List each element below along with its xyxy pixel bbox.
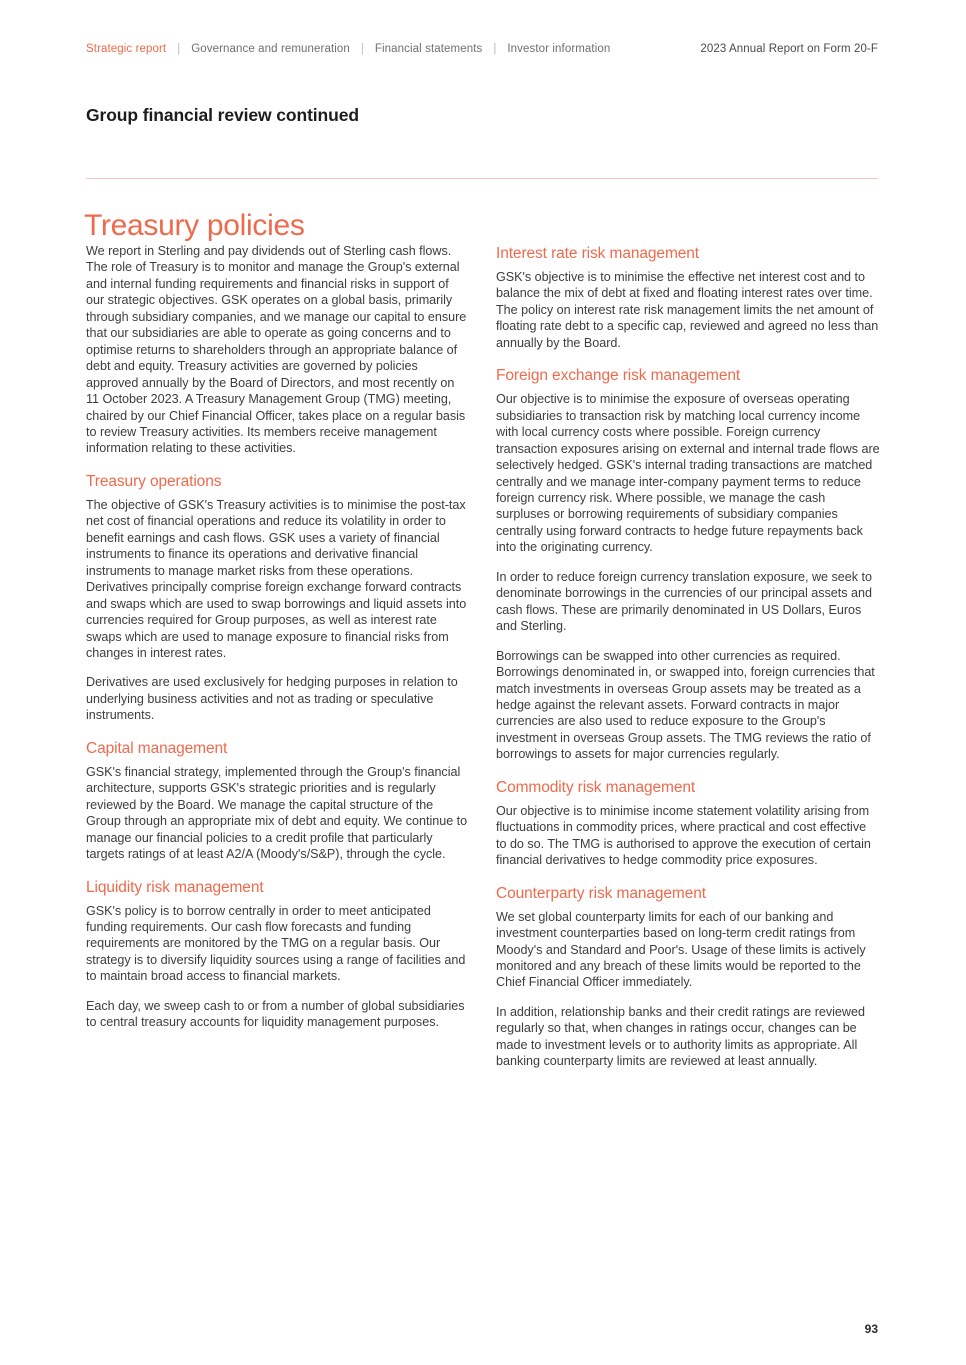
title-divider	[86, 178, 878, 179]
section-heading-liquidity-risk-management: Liquidity risk management	[86, 878, 264, 896]
main-heading: Treasury policies	[84, 209, 305, 243]
nav-separator: |	[360, 43, 364, 55]
nav-separator: |	[177, 43, 181, 55]
page-number: 93	[864, 1322, 878, 1336]
section-heading-capital-management: Capital management	[86, 739, 228, 757]
section-nav	[86, 41, 610, 57]
paragraph: GSK's policy is to borrow centrally in order to meet anticipated funding requirements. Our cash flow forecasts and funding requirements are monitored by the TMG on a regular basis. Our strategy is to diversify liquidity sources using a range of facilities and to maintain broad access to financial markets.	[86, 903, 466, 984]
section-heading-treasury-operations: Treasury operations	[86, 472, 222, 490]
nav-item-financial-statements[interactable]: Financial statements	[374, 43, 483, 55]
paragraph: The objective of GSK's Treasury activities is to minimise the post-tax net cost of financial operations and reduce its volatility in order to benefit earnings and cash flows. GSK uses a variety of financial instruments to finance its operations and derivative financial instruments to manage market risks from these operations. Derivatives principally comprise foreign exchange forward contracts and swaps which are used to swap borrowings and liquid assets into currencies required for Group purposes, as well as interest rate swaps which are used to manage exposure to financial risks from changes in interest rates.	[86, 497, 467, 660]
section-heading-commodity-risk-management: Commodity risk management	[496, 778, 696, 796]
running-header	[86, 41, 878, 57]
content-columns	[86, 243, 880, 1070]
paragraph: We set global counterparty limits for each of our banking and investment counterparties based on long-term credit ratings from Moody's and Standard and Poor's. Usage of these limits is actively monitored and any breach of these limits would be reported to the Chief Financial Officer immediately.	[496, 909, 866, 990]
paragraph: Our objective is to minimise the exposure of overseas operating subsidiaries to transaction risk by matching local currency income with local currency costs where possible. Foreign currency transaction exposures arising on external and internal trade flows are selectively hedged. GSK's internal trading transactions are matched centrally and we manage inter-company payment terms to reduce foreign currency risk. Where possible, we manage the cash surpluses or borrowing requirements of subsidiary companies centrally using forward contracts to hedge future repayments back into the originating currency.	[496, 392, 880, 555]
section-heading-interest-rate-risk-management: Interest rate risk management	[496, 245, 699, 262]
nav-item-strategic-report[interactable]: Strategic report	[86, 43, 167, 55]
right-column	[496, 243, 880, 1070]
nav-item-investor-information[interactable]: Investor information	[507, 43, 611, 55]
section-heading-counterparty-risk-management: Counterparty risk management	[496, 884, 706, 902]
left-column	[86, 243, 470, 1070]
section-heading-foreign-exchange-risk-management: Foreign exchange risk management	[496, 367, 741, 385]
paragraph: In addition, relationship banks and their credit ratings are reviewed regularly so that, when changes in ratings occur, changes can be made to investment levels or to authority limits as appropriate. All banking counterparty limits are reviewed at least annually.	[496, 1004, 865, 1069]
paragraph: GSK's financial strategy, implemented through the Group's financial architecture, supports GSK's strategic priorities and is regularly reviewed by the Board. We manage the capital structure of the Group through an appropriate mix of debt and equity. We continue to manage our financial policies to a credit profile that particularly targets ratings of at least A2/A (Moody's/S&P), through the cycle.	[86, 764, 468, 862]
paragraph: Borrowings can be swapped into other currencies as required. Borrowings denominated in, or swapped into, foreign currencies that match investments in overseas Group assets may be treated as a hedge against the relevant assets. Forward contracts in major currencies are also used to reduce exposure to the Group's investment in overseas Group assets. The TMG reviews the ratio of borrowings to assets for major currencies regularly.	[496, 648, 875, 762]
nav-item-governance-and-remuneration[interactable]: Governance and remuneration	[191, 43, 350, 55]
nav-separator: |	[493, 43, 497, 55]
paragraph: Derivatives are used exclusively for hedging purposes in relation to underlying business activities and not as trading or speculative instruments.	[86, 675, 458, 723]
page-title: Group financial review continued	[86, 105, 359, 125]
intro-paragraph: We report in Sterling and pay dividends out of Sterling cash flows. The role of Treasury is to monitor and manage the Group's external and internal funding requirements and financial risks in support of our strategic objectives. GSK operates on a global basis, primarily through subsidiary companies, and we manage our capital to ensure that our subsidiaries are able to operate as going concerns and to optimise returns to shareholders through an appropriate balance of debt and equity. Treasury activities are governed by policies approved annually by the Board of Directors, and most recently on 11 October 2023. A Treasury Management Group (TMG) meeting, chaired by our Chief Financial Officer, takes place on a regular basis to review Treasury activities. Its members receive management information relating to these activities.	[86, 244, 467, 456]
paragraph: Each day, we sweep cash to or from a number of global subsidiaries to central treasury accounts for liquidity management purposes.	[86, 998, 465, 1030]
paragraph: In order to reduce foreign currency translation exposure, we seek to denominate borrowings in the currencies of our principal assets and cash flows. These are primarily denominated in US Dollars, Euros and Sterling.	[496, 569, 872, 634]
report-label: 2023 Annual Report on Form 20-F	[700, 43, 878, 55]
paragraph: GSK's objective is to minimise the effective net interest cost and to balance the mix of debt at fixed and floating interest rates over time. The policy on interest rate risk management limits the net amount of floating rate debt to a specific cap, reviewed and agreed no less than annually by the Board.	[496, 270, 879, 350]
paragraph: Our objective is to minimise income statement volatility arising from fluctuations in commodity prices, where practical and cost effective to do so. The TMG is authorised to approve the execution of certain financial derivatives to hedge commodity price exposures.	[496, 803, 871, 868]
